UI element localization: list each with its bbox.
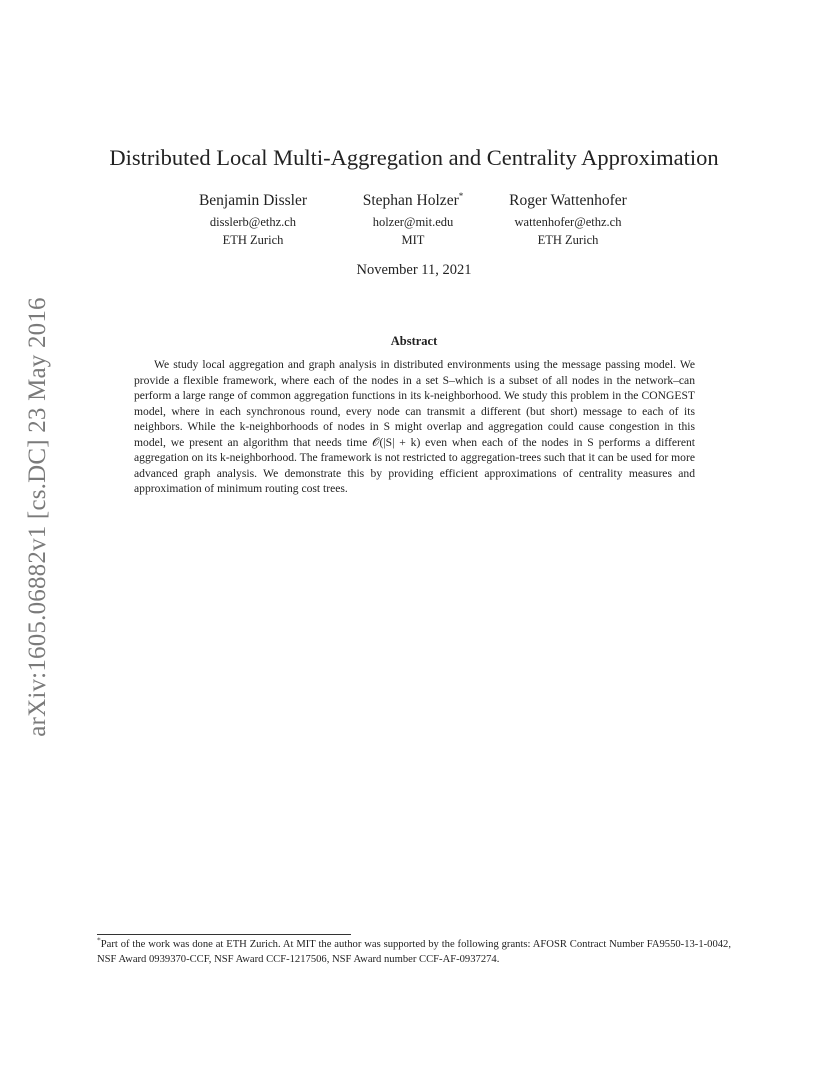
footnote-marker: * <box>458 190 464 201</box>
author-affiliation: ETH Zurich <box>537 233 599 247</box>
footnote <box>97 937 731 967</box>
author-block <box>483 191 653 249</box>
paper-title: Distributed Local Multi-Aggregation and Centrality Approximation <box>109 145 719 170</box>
abstract-text: We study local aggregation and graph analysis in distributed environments using the message passing model. We provide a flexible framework, where each of the nodes in a set S–which is a subset of all nodes in the network–can perform a large range of common aggregation functions in its k-neighborhood. We study this problem in the CONGEST model, where in each synchronous round, every node can transmit a different (but short) message to each of its neighbors. While the k-neighborhoods of nodes in S might overlap and aggregation could cause congestion in this model, we present an algorithm that needs time 𝒪(|S| + k) even when each of the nodes in S performs a different aggregation on its k-neighborhood. The framework is not restricted to aggregation-trees such that it can be used for more advanced graph analysis. We demonstrate this by providing efficient approximations of centrality measures and approximation of minimum routing cost trees. <box>134 358 695 495</box>
author-block <box>328 191 498 249</box>
author-name: Stephan Holzer* <box>362 190 464 209</box>
author-email: holzer@mit.edu <box>372 215 454 229</box>
footnote-text: Part of the work was done at ETH Zurich. At MIT the author was supported by the following grants: AFOSR Contract Number FA9550-13-1-0042, NSF Award 0939370-CCF, NSF Award CCF-1217506, NSF Award number CCF-AF-0937274. <box>97 939 731 965</box>
paper-date: November 11, 2021 <box>356 262 472 278</box>
author-affiliation: MIT <box>401 233 425 247</box>
author-email: wattenhofer@ethz.ch <box>514 215 622 229</box>
author-name: Benjamin Dissler <box>198 192 308 209</box>
author-email: disslerb@ethz.ch <box>209 215 297 229</box>
author-name: Roger Wattenhofer <box>509 192 627 209</box>
abstract-heading: Abstract <box>390 334 438 348</box>
author-block <box>168 191 338 249</box>
footnote-divider <box>97 934 351 935</box>
author-affiliation: ETH Zurich <box>222 233 284 247</box>
footnote-marker: * <box>97 935 101 945</box>
arxiv-identifier: arXiv:1605.06882v1 [cs.DC] 23 May 2016 <box>24 297 51 737</box>
